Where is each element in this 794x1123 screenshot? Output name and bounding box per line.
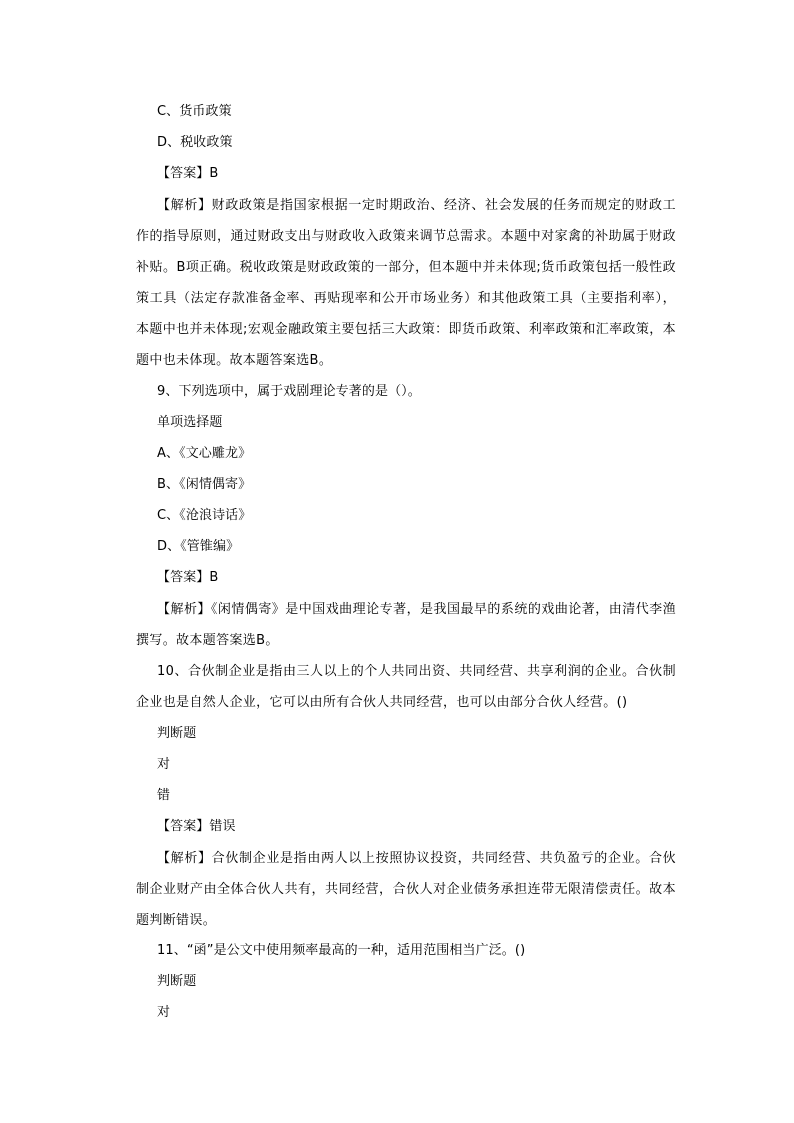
q9-analysis: 【解析】《闲情偶寄》是中国戏曲理论专著，是我国最早的系统的戏曲论著，由清代李渔撰写。故本题答案选B。 bbox=[136, 602, 676, 648]
q10-option-true: 对 bbox=[157, 757, 171, 772]
q10-type: 判断题 bbox=[157, 726, 197, 741]
q8-answer: 【答案】B bbox=[157, 166, 219, 181]
q10-question: 10、合伙制企业是指由三人以上的个人共同出资、共同经营、共享利润的企业。合伙制企业也是自然人企业，它可以由所有合伙人共同经营，也可以由部分合伙人经营。() bbox=[136, 664, 676, 710]
q9-option-c: C、《沧浪诗话》 bbox=[157, 508, 252, 523]
q8-option-c: C、货币政策 bbox=[157, 104, 232, 119]
q9-answer: 【答案】B bbox=[157, 570, 219, 585]
q9-option-b: B、《闲情偶寄》 bbox=[157, 477, 252, 492]
q10-analysis: 【解析】合伙制企业是指由两人以上按照协议投资，共同经营、共负盈亏的企业。合伙制企业财产由全体合伙人共有，共同经营，合伙人对企业债务承担连带无限清偿责任。故本题判断错误。 bbox=[136, 851, 676, 928]
q9-option-d: D、《管锥编》 bbox=[157, 539, 240, 554]
q11-option-true: 对 bbox=[157, 1005, 171, 1020]
q10-option-false: 错 bbox=[157, 788, 171, 803]
q8-analysis: 【解析】财政政策是指国家根据一定时期政治、经济、社会发展的任务而规定的财政工作的指导原则，通过财政支出与财政收入政策来调节总需求。本题中对家禽的补助属于财政补贴。B项正确。税收政策是财政政策的一部分，但本题中并未体现;货币政策包括一般性政策工具（法定存款准备金率、再贴现率和公开市场业务）和其他政策工具（主要指利率），本题中也并未体现;宏观金融政策主要包括三大政策：即货币政策、利率政策和汇率政策，本题中也未体现。故本题答案选B。 bbox=[136, 198, 676, 368]
q11-question: 11、“函”是公文中使用频率最高的一种，适用范围相当广泛。() bbox=[157, 943, 526, 958]
q11-type: 判断题 bbox=[157, 974, 197, 989]
q8-option-d: D、税收政策 bbox=[157, 135, 233, 150]
q9-question: 9、下列选项中，属于戏剧理论专著的是（）。 bbox=[157, 384, 421, 399]
q10-answer: 【答案】错误 bbox=[157, 819, 236, 834]
q9-type: 单项选择题 bbox=[157, 415, 223, 430]
q9-option-a: A、《文心雕龙》 bbox=[157, 446, 252, 461]
